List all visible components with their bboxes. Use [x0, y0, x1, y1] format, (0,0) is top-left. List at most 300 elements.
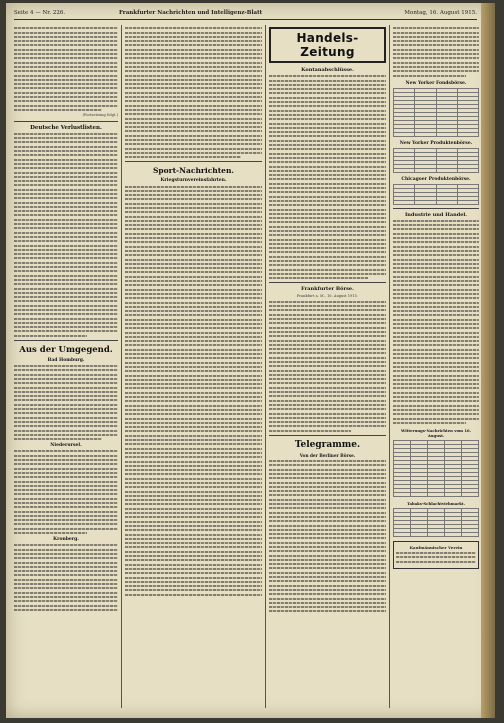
heading-sport-nachrichten: Sport-Nachrichten. — [152, 166, 235, 176]
text-line — [125, 143, 262, 145]
text-line — [393, 233, 479, 235]
chicago-table — [393, 184, 479, 205]
text-line — [14, 587, 118, 589]
text-line — [14, 257, 118, 259]
text-line — [14, 562, 118, 564]
text-line — [125, 126, 262, 128]
text-line — [269, 537, 386, 539]
fortsetzung-note: (Fortsetzung folgt.) — [82, 113, 118, 118]
text-line — [14, 596, 118, 598]
text-line — [14, 549, 118, 551]
text-line — [125, 79, 262, 81]
text-line — [125, 203, 262, 205]
text-line — [269, 460, 386, 462]
text-line — [125, 194, 262, 196]
text-line — [125, 289, 262, 291]
text-line — [125, 379, 262, 381]
text-line — [393, 340, 479, 342]
text-line — [269, 589, 386, 591]
text-line — [14, 408, 118, 410]
text-line — [393, 254, 479, 256]
text-line — [125, 491, 262, 493]
text-line — [269, 174, 386, 176]
text-line — [125, 461, 262, 463]
text-line — [393, 306, 479, 308]
handels-zeitung-title: Handels-Zeitung — [296, 31, 359, 59]
text-line — [14, 227, 118, 229]
text-line — [14, 184, 118, 186]
text-line — [14, 515, 118, 517]
text-line — [269, 305, 386, 307]
text-line — [269, 331, 386, 333]
text-line — [125, 62, 262, 64]
text-line — [393, 323, 479, 325]
text-line — [14, 430, 118, 432]
text-line — [393, 366, 479, 368]
text-line — [125, 370, 262, 372]
text-line — [125, 139, 262, 141]
text-line — [125, 267, 262, 269]
boerse-date: Frankfurt a. M., 16. August 1915. — [296, 294, 359, 299]
text-line — [269, 503, 386, 505]
text-line — [125, 237, 262, 239]
text-line — [125, 211, 262, 213]
text-line — [269, 309, 386, 311]
text-line — [393, 379, 479, 381]
text-line — [14, 202, 118, 204]
text-line — [125, 426, 262, 428]
text-line — [125, 396, 262, 398]
text-line — [14, 193, 118, 195]
text-line — [14, 270, 118, 272]
header-newspaper-title: Frankfurter Nachrichten und Intelligenz-Blatt — [119, 10, 263, 16]
text-line — [125, 49, 262, 51]
text-line — [14, 404, 118, 406]
text-line — [393, 271, 479, 273]
text-line — [14, 141, 118, 143]
text-line — [393, 353, 479, 355]
text-line — [125, 589, 262, 591]
text-line — [393, 241, 479, 243]
text-line — [269, 118, 386, 120]
heading-ny-fondsboerse: New Yorker Fondsbörse. — [405, 80, 467, 86]
text-line — [269, 234, 386, 236]
text-line — [125, 564, 262, 566]
text-line — [125, 314, 262, 316]
text-line — [269, 92, 386, 94]
heading-witterungs-nachrichten: Witterungs-Nachrichten vom 16. August. — [401, 427, 471, 438]
text-line — [269, 572, 386, 574]
text-line — [269, 370, 386, 372]
text-line — [14, 275, 118, 277]
text-line — [125, 452, 262, 454]
text-line — [269, 567, 386, 569]
text-line — [393, 297, 479, 299]
text-line — [125, 525, 262, 527]
text-line — [14, 62, 118, 64]
text-line — [269, 542, 386, 544]
text-line — [393, 405, 479, 407]
text-line — [14, 502, 118, 504]
text-line — [125, 44, 262, 46]
heading-industrie-und-handel: Industrie und Handel. — [404, 211, 468, 218]
text-line — [14, 137, 118, 139]
text-line — [269, 88, 386, 90]
text-line — [269, 230, 386, 232]
text-line — [269, 256, 386, 258]
text-line — [269, 243, 386, 245]
column-rule — [265, 25, 266, 708]
text-line — [393, 250, 479, 252]
text-line — [393, 49, 479, 51]
text-line — [125, 32, 262, 34]
text-line — [125, 27, 262, 29]
text-line — [269, 239, 386, 241]
subheading-niederursel: Niederursel. — [50, 443, 82, 449]
text-line — [125, 577, 262, 579]
text-line — [125, 594, 262, 596]
text-line — [14, 570, 118, 572]
heading-verlustlisten: Deutsche Verlustlisten. — [30, 124, 102, 131]
text-line — [269, 559, 386, 561]
text-line — [125, 383, 262, 385]
text-line — [14, 292, 118, 294]
text-line — [125, 430, 262, 432]
text-line — [269, 301, 386, 303]
text-line — [393, 62, 479, 64]
text-line — [269, 178, 386, 180]
text-line — [14, 133, 118, 135]
text-line — [125, 280, 262, 282]
text-line — [14, 592, 118, 594]
text-line — [14, 210, 118, 212]
text-line — [269, 166, 386, 168]
text-line — [393, 259, 479, 261]
text-line — [125, 306, 262, 308]
text-line — [269, 277, 368, 279]
text-line — [269, 606, 386, 608]
text-line — [14, 176, 118, 178]
text-line — [269, 477, 386, 479]
text-line — [269, 555, 386, 557]
text-line — [269, 520, 386, 522]
text-line — [125, 551, 262, 553]
text-line — [14, 313, 118, 315]
text-line — [269, 425, 386, 427]
text-line — [14, 557, 118, 559]
text-line — [14, 463, 118, 465]
text-line — [269, 507, 386, 509]
text-line — [14, 434, 118, 436]
text-line — [125, 418, 262, 420]
text-line — [125, 585, 262, 587]
text-line — [125, 499, 262, 501]
text-line — [125, 473, 262, 475]
text-line — [125, 36, 262, 38]
text-line — [125, 302, 262, 304]
text-line — [125, 109, 262, 111]
text-line — [14, 365, 118, 367]
text-line — [125, 375, 262, 377]
ad-title: Kaufmännischer Verein — [409, 544, 463, 550]
text-line — [125, 87, 262, 89]
text-line — [269, 260, 386, 262]
text-line — [125, 456, 262, 458]
text-line — [269, 140, 386, 142]
text-line — [14, 583, 118, 585]
text-line — [14, 395, 118, 397]
text-line — [269, 361, 386, 363]
text-line — [14, 566, 118, 568]
text-line — [14, 296, 118, 298]
text-line — [269, 473, 386, 475]
text-line — [125, 310, 262, 312]
text-line — [393, 362, 479, 364]
text-line — [393, 284, 479, 286]
text-line — [125, 534, 262, 536]
text-line — [14, 305, 118, 307]
text-line — [125, 220, 262, 222]
text-line — [125, 216, 262, 218]
text-line — [125, 246, 262, 248]
text-line — [393, 66, 479, 68]
text-line — [269, 127, 386, 129]
text-line — [393, 332, 479, 334]
text-line — [125, 555, 262, 557]
text-line — [14, 109, 102, 111]
column-1 — [14, 25, 118, 708]
running-header — [14, 9, 477, 20]
text-line — [269, 213, 386, 215]
text-line — [393, 357, 479, 359]
text-line — [269, 101, 386, 103]
text-line — [14, 197, 118, 199]
text-line — [393, 349, 479, 351]
text-line — [14, 574, 118, 576]
text-line — [125, 529, 262, 531]
text-line — [393, 75, 466, 77]
text-line — [125, 362, 262, 364]
text-line — [269, 209, 386, 211]
text-line — [393, 396, 479, 398]
text-line — [125, 75, 262, 77]
text-line — [14, 438, 102, 440]
text-line — [14, 180, 118, 182]
text-line — [14, 70, 118, 72]
text-line — [14, 600, 118, 602]
text-line — [125, 409, 262, 411]
text-line — [14, 369, 118, 371]
text-line — [14, 36, 118, 38]
text-line — [125, 130, 262, 132]
text-line — [269, 327, 386, 329]
text-line — [125, 478, 262, 480]
text-line — [393, 344, 479, 346]
text-line — [14, 159, 118, 161]
text-line — [269, 499, 386, 501]
text-line — [269, 417, 386, 419]
text-line — [14, 412, 118, 414]
text-line — [14, 279, 118, 281]
text-line — [125, 405, 262, 407]
text-line — [125, 357, 262, 359]
text-line — [393, 70, 479, 72]
column-3 — [269, 25, 386, 708]
text-line — [14, 387, 118, 389]
text-line — [125, 572, 262, 574]
text-line — [393, 392, 479, 394]
text-line — [269, 486, 386, 488]
text-line — [14, 455, 118, 457]
text-line — [125, 250, 262, 252]
text-line — [125, 186, 262, 188]
text-line — [125, 340, 262, 342]
text-line — [14, 391, 118, 393]
text-line — [393, 36, 479, 38]
text-line — [14, 399, 118, 401]
text-line — [269, 318, 386, 320]
text-line — [269, 264, 386, 266]
text-line — [393, 302, 479, 304]
text-line — [125, 190, 262, 192]
text-line — [125, 559, 262, 561]
text-line — [269, 97, 386, 99]
text-line — [269, 114, 386, 116]
text-line — [14, 326, 118, 328]
text-line — [14, 206, 118, 208]
text-line — [14, 92, 118, 94]
text-line — [14, 223, 118, 225]
text-line — [125, 96, 262, 98]
handels-zeitung-masthead — [269, 27, 386, 63]
text-line — [393, 387, 479, 389]
heading-aus-der-umgegend: Aus der Umgegend. — [19, 344, 113, 355]
text-line — [269, 247, 386, 249]
text-line — [14, 378, 118, 380]
text-line — [125, 516, 262, 518]
column-rule — [389, 25, 390, 708]
text-line — [14, 53, 118, 55]
text-line — [14, 232, 118, 234]
text-line — [396, 561, 476, 563]
text-line — [14, 245, 118, 247]
text-line — [393, 224, 479, 226]
text-line — [125, 224, 262, 226]
text-line — [14, 249, 118, 251]
text-line — [125, 57, 262, 59]
text-line — [14, 417, 118, 419]
text-line — [125, 332, 262, 334]
text-line — [393, 400, 479, 402]
text-line — [14, 605, 118, 607]
text-line — [125, 53, 262, 55]
text-line — [14, 253, 118, 255]
text-line — [269, 585, 386, 587]
heading-kontanabschluesse: Kontanabschlüsse. — [301, 67, 354, 73]
text-line — [14, 262, 118, 264]
text-line — [269, 395, 386, 397]
text-line — [125, 100, 262, 102]
text-line — [14, 421, 118, 423]
text-line — [269, 387, 386, 389]
text-line — [125, 319, 262, 321]
text-line — [14, 79, 118, 81]
text-line — [269, 512, 386, 514]
text-line — [14, 40, 118, 42]
page-edge — [481, 3, 495, 718]
text-line — [14, 96, 118, 98]
text-line — [269, 516, 386, 518]
text-line — [269, 430, 351, 432]
text-line — [393, 276, 479, 278]
text-line — [269, 200, 386, 202]
text-line — [269, 525, 386, 527]
text-line — [125, 495, 262, 497]
text-line — [14, 382, 118, 384]
weather-table — [393, 440, 479, 497]
text-line — [125, 486, 262, 488]
text-line — [269, 204, 386, 206]
text-line — [14, 459, 118, 461]
text-line — [14, 498, 118, 500]
text-line — [125, 349, 262, 351]
text-line — [14, 489, 118, 491]
text-line — [393, 40, 479, 42]
text-line — [125, 254, 262, 256]
text-line — [14, 309, 118, 311]
text-line — [269, 598, 386, 600]
text-line — [393, 383, 479, 385]
text-line — [269, 335, 386, 337]
text-line — [269, 365, 386, 367]
text-line — [125, 148, 262, 150]
text-line — [125, 198, 262, 200]
heading-frankfurter-boerse: Frankfurter Börse. — [301, 286, 354, 293]
text-line — [125, 546, 262, 548]
text-line — [14, 288, 118, 290]
text-line — [125, 228, 262, 230]
text-line — [125, 297, 262, 299]
text-line — [125, 422, 262, 424]
text-line — [125, 344, 262, 346]
text-line — [269, 183, 386, 185]
text-line — [269, 348, 386, 350]
text-line — [14, 544, 118, 546]
text-line — [393, 370, 479, 372]
text-line — [269, 563, 386, 565]
text-line — [269, 490, 386, 492]
text-line — [125, 503, 262, 505]
column-4 — [393, 25, 479, 708]
text-line — [125, 233, 262, 235]
text-line — [269, 217, 386, 219]
text-line — [14, 374, 118, 376]
text-line — [269, 421, 386, 423]
newspaper-page — [6, 3, 495, 718]
ny-produkten-table — [393, 148, 479, 173]
text-line — [14, 472, 118, 474]
text-line — [14, 523, 118, 525]
text-line — [125, 83, 262, 85]
text-line — [14, 335, 87, 337]
text-line — [269, 131, 386, 133]
text-line — [393, 413, 479, 415]
text-line — [269, 269, 386, 271]
text-line — [396, 552, 476, 554]
subheading-berliner-boerse: Von der Berliner Börse. — [299, 452, 356, 458]
text-line — [269, 464, 386, 466]
text-line — [393, 44, 479, 46]
